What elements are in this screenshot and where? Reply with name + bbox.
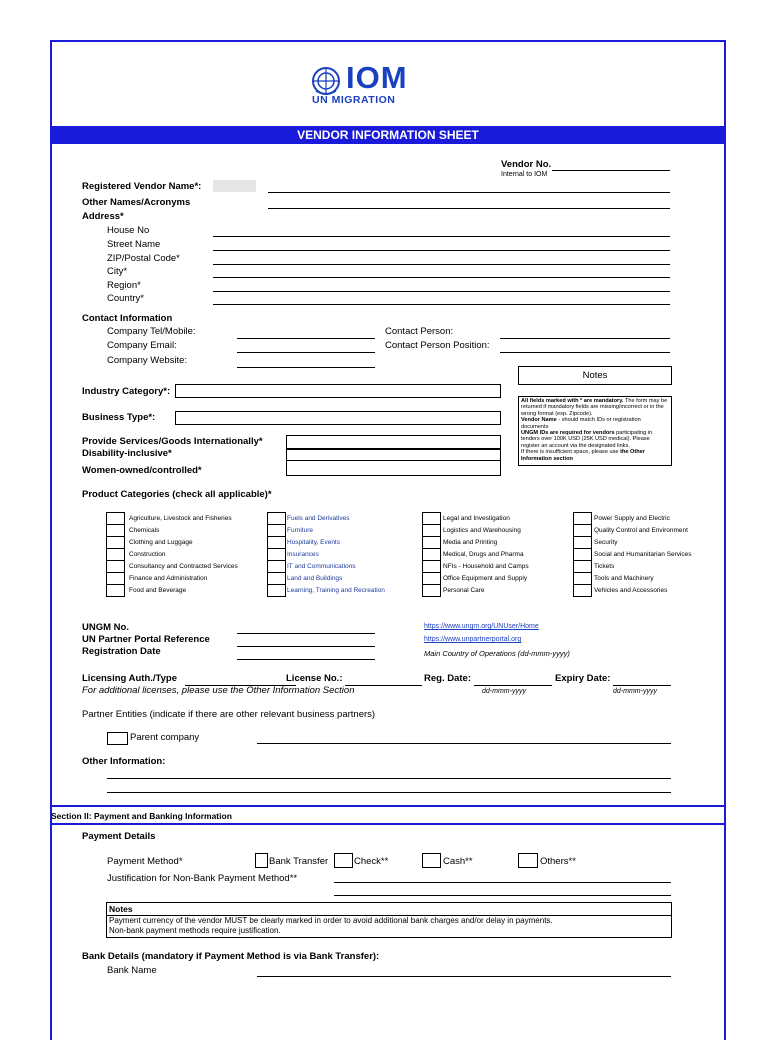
category-checkbox[interactable] (267, 584, 286, 597)
industry-category-label: Industry Category*: (82, 386, 171, 397)
other-information-line-1[interactable] (107, 778, 671, 779)
payment-notes-line-1: Payment currency of the vendor MUST be clearly marked in order to avoid additional bank charges and/or delay in payments. (109, 916, 553, 925)
un-emblem-icon (310, 65, 342, 97)
notes-p4-bold: the Other Information section (521, 449, 645, 462)
notes-p1-bold: All fields marked with * are mandatory. (521, 398, 624, 404)
vendor-no-note: Internal to IOM (501, 171, 548, 178)
country-label: Country* (107, 293, 144, 304)
category-label: Agriculture, Livestock and Fisheries (129, 515, 232, 522)
cash-label: Cash** (443, 856, 473, 867)
city-input[interactable] (213, 277, 670, 278)
company-tel-input[interactable] (237, 338, 375, 339)
provide-services-input[interactable] (286, 435, 501, 449)
category-label: Construction (129, 551, 166, 558)
category-label: NFIs - Household and Camps (443, 563, 529, 570)
region-label: Region* (107, 280, 141, 291)
payment-notes-box (106, 902, 672, 938)
industry-category-input[interactable] (175, 384, 501, 398)
partner-portal-link[interactable]: https://www.unpartnerportal.org (424, 636, 522, 643)
contact-person-input[interactable] (500, 338, 670, 339)
country-input[interactable] (213, 304, 670, 305)
category-label: Personal Care (443, 587, 485, 594)
notes-title-box (518, 366, 672, 385)
reg-date-input[interactable] (474, 685, 552, 686)
category-label: Power Supply and Electric (594, 515, 670, 522)
notes-p1: The form may be returned if mandatory fields are missing/incorrect or in the wrong format (esp. Zipcode). (521, 398, 668, 417)
licensing-auth-label: Licensing Auth./Type (82, 673, 178, 684)
category-label: Finance and Administration (129, 575, 208, 582)
category-label: Food and Beverage (129, 587, 187, 594)
section-2-heading: Section II: Payment and Banking Information (51, 811, 232, 821)
vendor-name-shaded (213, 180, 256, 192)
parent-company-checkbox[interactable] (107, 732, 128, 745)
zip-label: ZIP/Postal Code* (107, 253, 180, 264)
logo-sub: UN MIGRATION (312, 94, 396, 106)
category-checkbox[interactable] (573, 584, 592, 597)
category-label: Learning, Training and Recreation (287, 587, 385, 594)
section-divider-bottom (50, 823, 726, 825)
page-title: VENDOR INFORMATION SHEET (52, 126, 724, 144)
category-label: Clothing and Luggage (129, 539, 193, 546)
category-checkbox[interactable] (422, 584, 441, 597)
contact-position-label: Contact Person Position: (385, 340, 490, 351)
contact-position-input[interactable] (500, 352, 670, 353)
category-label: Quality Control and Environment (594, 527, 688, 534)
business-type-label: Business Type*: (82, 412, 156, 423)
notes-p3-bold: UNGM IDs are required for vendors (521, 430, 615, 437)
ungm-link[interactable]: https://www.ungm.org/UNUser/Home (424, 623, 539, 630)
region-input[interactable] (213, 291, 670, 292)
un-partner-input[interactable] (237, 646, 375, 647)
vendor-no-label: Vendor No. (501, 159, 552, 170)
house-no-input[interactable] (213, 236, 670, 237)
bank-details-label: Bank Details (mandatory if Payment Method is via Bank Transfer): (82, 951, 380, 962)
cash-checkbox[interactable] (422, 853, 441, 868)
registration-date-label: Registration Date (82, 646, 161, 657)
check-label: Check** (354, 856, 389, 867)
company-email-label: Company Email: (107, 340, 177, 351)
section-divider-top (50, 805, 726, 807)
payment-notes-line-2: Non-bank payment methods require justification. (109, 926, 281, 935)
expiry-date-input[interactable] (613, 685, 671, 686)
parent-company-input[interactable] (257, 743, 671, 744)
category-label: Security (594, 539, 618, 546)
category-label: Logistics and Warehousing (443, 527, 521, 534)
category-label: Office Equipment and Supply (443, 575, 528, 582)
payment-method-label: Payment Method* (107, 856, 183, 867)
reg-date-format: dd-mmm-yyyy (482, 688, 526, 695)
main-country-label: Main Country of Operations (dd-mmm-yyyy) (424, 649, 570, 658)
check-checkbox[interactable] (334, 853, 353, 868)
other-information-label: Other Information: (82, 756, 166, 767)
street-name-label: Street Name (107, 239, 161, 250)
category-label: Land and Buildings (287, 575, 343, 582)
other-names-input[interactable] (268, 208, 670, 209)
disability-label: Disability-inclusive* (82, 448, 172, 459)
bank-transfer-checkbox[interactable] (255, 853, 268, 868)
category-label: Fuels and Derivatives (287, 515, 350, 522)
justification-line-1[interactable] (334, 882, 671, 883)
category-label: Furniture (287, 527, 314, 534)
company-tel-label: Company Tel/Mobile: (107, 326, 196, 337)
bank-name-label: Bank Name (107, 965, 157, 976)
additional-licenses-note: For additional licenses, please use the Other Information Section (82, 685, 355, 696)
category-label: Chemicals (129, 527, 160, 534)
reg-date-label: Reg. Date: (424, 673, 471, 684)
payment-notes-title: Notes (107, 903, 671, 916)
street-name-input[interactable] (213, 250, 670, 251)
women-owned-input[interactable] (286, 460, 501, 476)
others-checkbox[interactable] (518, 853, 538, 868)
contact-heading: Contact Information (82, 313, 173, 324)
provide-services-label: Provide Services/Goods Internationally* (82, 436, 263, 447)
category-label: Consultancy and Contracted Services (129, 563, 238, 570)
category-label: Hospitality, Events (287, 539, 340, 546)
notes-p4: If there is insufficient space, please use (521, 449, 621, 456)
vendor-no-input[interactable] (552, 170, 670, 171)
partner-entities-label: Partner Entities (indicate if there are other relevant business partners) (82, 709, 376, 720)
house-no-label: House No (107, 225, 150, 236)
bank-transfer-label: Bank Transfer (269, 856, 329, 867)
justification-line-2[interactable] (334, 895, 671, 896)
company-email-input[interactable] (237, 352, 375, 353)
product-categories-heading: Product Categories (check all applicable)* (82, 489, 272, 500)
expiry-date-format: dd-mmm-yyyy (613, 688, 657, 695)
category-label: Insurances (287, 551, 319, 558)
notes-p3: participating in tenders over 100K USD (25K USD medical). Please register an account via the designated links. (521, 430, 653, 449)
category-label: Media and Printing (443, 539, 498, 546)
notes-p2-bold: Vendor Name (521, 417, 557, 424)
ungm-no-label: UNGM No. (82, 622, 129, 633)
address-label: Address* (82, 211, 124, 222)
category-label: Medical, Drugs and Pharma (443, 551, 524, 558)
business-type-input[interactable] (175, 411, 501, 425)
category-label: Tools and Machinery (594, 575, 654, 582)
city-label: City* (107, 266, 128, 277)
un-partner-label: UN Partner Portal Reference (82, 634, 210, 645)
license-no-input[interactable] (345, 685, 422, 686)
license-no-label: License No.: (286, 673, 343, 684)
registered-vendor-name-input[interactable] (268, 192, 670, 193)
company-website-input[interactable] (237, 367, 375, 368)
category-label: Social and Humanitarian Services (594, 551, 692, 558)
logo-org: IOM (346, 60, 408, 95)
others-label: Others** (540, 856, 576, 867)
bank-name-input[interactable] (257, 976, 671, 977)
parent-company-label: Parent company (130, 732, 200, 743)
zip-input[interactable] (213, 264, 670, 265)
notes-box (518, 396, 672, 466)
justification-label: Justification for Non-Bank Payment Method** (107, 873, 298, 884)
category-label: IT and Communications (287, 563, 356, 570)
notes-p2: - should match IDs or registration documents (521, 417, 641, 430)
ungm-no-input[interactable] (237, 633, 375, 634)
category-checkbox[interactable] (106, 584, 125, 597)
other-information-line-2[interactable] (107, 792, 671, 793)
expiry-date-label: Expiry Date: (555, 673, 611, 684)
payment-details-label: Payment Details (82, 831, 156, 842)
registered-vendor-name-label: Registered Vendor Name*: (82, 181, 202, 192)
registration-date-input[interactable] (237, 659, 375, 660)
women-owned-label: Women-owned/controlled* (82, 465, 202, 476)
category-label: Tickets (594, 563, 615, 570)
category-label: Vehicles and Accessories (594, 587, 668, 594)
contact-person-label: Contact Person: (385, 326, 454, 337)
other-names-label: Other Names/Acronyms (82, 197, 191, 208)
company-website-label: Company Website: (107, 355, 188, 366)
iom-logo (308, 62, 434, 106)
category-label: Legal and Investigation (443, 515, 510, 522)
notes-title: Notes (582, 370, 608, 381)
